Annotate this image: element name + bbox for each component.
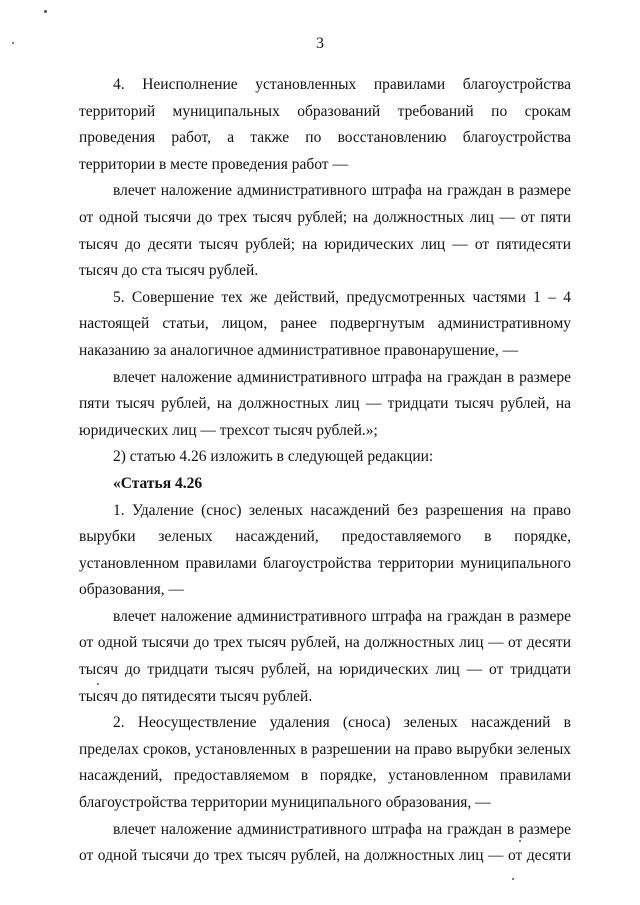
paragraph-item-5: 5. Совершение тех же действий, предусмотренных частями 1 – 4 настоящей статьи, лицом, ранее подвергнутым административному наказанию за аналогичное административное правонарушение, — <box>79 288 571 359</box>
scan-speck <box>97 683 99 685</box>
scan-speck <box>512 878 514 880</box>
paragraph-article-penalty-2: влечет наложение административного штрафа на граждан в размере от одной тысячи до трех тысяч рублей, на должностных лиц — от десяти <box>79 820 571 865</box>
paragraph-penalty-5: влечет наложение административного штрафа на граждан в размере пяти тысяч рублей, на должностных лиц — тридцати тысяч рублей, на юридических лиц — трехсот тысяч рублей.»; <box>79 368 571 439</box>
paragraph-article-item-1: 1. Удаление (снос) зеленых насаждений без разрешения на право вырубки зеленых насаждений, предоставляемого в порядке, установленном правилами благоустройства территории муниципального образования, — <box>79 501 571 599</box>
scan-speck <box>519 840 521 842</box>
scan-speck <box>44 10 47 13</box>
page-number: 3 <box>316 35 324 52</box>
document-body <box>79 72 571 870</box>
paragraph-penalty-4: влечет наложение административного штрафа на граждан в размере от одной тысячи до трех тысяч рублей; на должностных лиц — от пяти тысяч до десяти тысяч рублей; на юридических лиц — от пятидесяти тысяч до ста тысяч рублей. <box>79 182 571 280</box>
paragraph-item-4: 4. Неисполнение установленных правилами благоустройства территорий муниципальных образований требований по срокам проведения работ, а также по восстановлению благоустройства территории в месте проведения работ — <box>79 76 571 173</box>
article-heading: «Статья 4.26 <box>113 474 203 492</box>
paragraph-article-penalty-1: влечет наложение административного штрафа на граждан в размере от одной тысячи до трех тысяч рублей, на должностных лиц — от десяти тысяч до тридцати тысяч рублей, на юридических лиц — от тридцати тысяч до пятидесяти тысяч рублей. <box>79 607 571 705</box>
scan-speck <box>12 42 14 44</box>
paragraph-article-item-2: 2. Неосуществление удаления (сноса) зеленых насаждений в пределах сроков, установленных в разрешении на право вырубки зеленых насаждений, предоставляемом в порядке, установленном правилами благоустройства территории муниципального образования, — <box>79 714 571 812</box>
paragraph-amendment-2: 2) статью 4.26 изложить в следующей редакции: <box>113 448 434 466</box>
